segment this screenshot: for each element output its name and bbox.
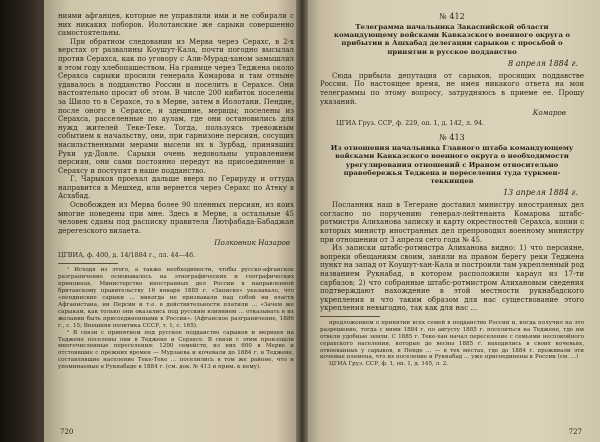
document-date: 8 апреля 1884 г. — [508, 58, 578, 68]
document-date: 13 апреля 1884 г. — [503, 188, 578, 198]
page-edges — [0, 0, 46, 442]
footnote: предложением о принятии всех семей в подданство России и, когда получил на это разрешение, тогда с ними 1884 г. по августу 1885 г. поселиться на Теджене, где им отвели удобные земли. С 1885 г. Теке-хан начал переселение с семьями неспокойного серахского населения, которые до весны 1885 г. находились в своих кочевьях, отвоеванных у сарыков, в Пенде ... — в тех местах, где до 1884 г. проживали эти кочевые племена, что их поселение и Рукнабад ... уже присоединены к России (см. ...) — [320, 319, 584, 361]
document-title: Из отношения начальника Главного штаба командующему войсками Кавказского военного округа о необходимости урегулирования отношений с Ираном относительно правобережья Теджена и переселения туда туркмен-теккинцев — [330, 144, 574, 185]
right-page — [302, 0, 600, 442]
footnote: ² В связи с принятием под русское подданство сарыков и мервцев на Теджене поселены они в Теджене и Серахсе. В связи с этим произошли многочисленные переселения: 1200 семейств, из них 600 в Мерве и отстоявшие с прежних времен — Мурзаева и кочевали до 1884 г. в Теджене, составлявшие население Теке-Теке ... поселились в том же районе, что и упоминаемые в Рукнабаде в 1884 г. (см. док. № 413 и прим. к нему). — [58, 329, 294, 371]
left-paragraph: При обратном следовании из Мерва через Серахс, в 2-х верстах от развалины Коушут-Кала, почти погодно высылал против Серахса, как по уговору с Али-Мурад-ханом замышлял в этом году хлебопашеством. На границе через Теджена около Серахса сарыки просили генерала Комарова и там отныне удавалось в подданство России и поселить в Серахсе. Они настоятельно просят об этом. В числе 200 кибиток поселены за Шило то в Серахсе, то в Мерве, затем в Иолотани. Пендие, после оного в Серахсе, и здешние, мервцы; поселены из Серахса, расселенные по аулам, где они остановились для нужд жителей Теке-Теке. Тогда, пользуясь тревожным событием к начальству, они, при гарнизоне персиян, сосущих насильственными мерами высели их в Зурбад, принявших Руки уд-Довле. Сарыки очень недовольны управлением персиян, они сами постоянно передут на присоединение к Серахсу и поступят в наше подданство. — [58, 37, 294, 175]
footnotes — [320, 320, 584, 368]
left-paragraph: Освобожден из Мерва более 90 пленных персиян, из коих многие поведены при мне. Здесь в Мерве, а остальные 45 человек сданы под расписку правителя Лютфабада-Бабаджан дерегезского вилаета. — [58, 201, 294, 235]
footnote: ¹ Исходя из этого, а также необходимости, чтобы русско-афганское разграничение основывалось на этнографических и географических принципах, Министерство иностранных дел России в направленной британскому правительству 16 января 1885 г. «Записке» указывало, что «пендинские сарыки ... никогда не признавали над собой ни власти Афганистана, ни Персии и т.е. в действительности платили ... «Зачем же сарыкам, как только они оказались под русским влиянием ... отказывать в их желании быть присоединенными к России». (Афганское разграничение, 1886 г., с. 15; Внешняя политика СССР, т. 1, с. 165). — [58, 267, 294, 329]
right-page-column — [320, 12, 584, 368]
footnotes — [58, 267, 294, 371]
document-number: № 412 — [439, 12, 465, 21]
document-text: Из записки штабс-ротмистра Алиханова видно: 1) что персияне, вопреки обещаниям своим, заняли на правом берегу реки Теджена пункт на запад от Коушут-хан-Кала и построили там укрепленный род названием Рукнабад, в котором расположили караул из 17-ти сарбазов; 2) что собранные штабс-ротмистром Алихановым сведения подтверждают нахождение в этой местности рукнабадского укрепления и что таким образом для нас существование этого укрепления невыгодно, так как для нас ... — [320, 244, 585, 313]
signature: Полковник Назаров — [214, 238, 290, 248]
document-text: Сюда прибыла депутация от сарыков, просящих поддавстве России. По настоящее время, не имея никакого ответа на мои телеграммы по этому вопросу, затрудняюсь в приеме ее. Прошу указаний. — [320, 71, 584, 106]
signature: Комаров — [532, 108, 566, 118]
left-paragraph: ниями афганцев, которые не управляли ими и не собирали с них никаких побоpов. Иолотанские же сарыки совершенно самостоятельны. — [58, 12, 294, 38]
document-text: Посланник наш в Тегеране доставил министру иностранных дел согласно по поручению генерал-лейтенанта Комарова штабс-ротмистра Алиханова записку и карту окрестностей Серахса, копии с которых министр иностранных дел препроводил военному министру при отношении от 3 апреля сего года № 45. — [320, 201, 584, 244]
footnote-rule — [58, 263, 118, 264]
document-title: Телеграмма начальника Закаспийской области командующему войсками Кавказского военного округа о прибытии в Ашхабад делегации сарыков с просьбой о принятии в русское подданство — [334, 23, 570, 56]
footnote: ЦГИА Груз. ССР, ф. 1, оп. 1, д. 145, л. 2. — [329, 361, 449, 368]
page-number: 720 — [60, 428, 74, 436]
page-number: 727 — [568, 428, 582, 436]
left-page-column — [58, 12, 294, 371]
left-paragraph: Г. Чарыков проехал дальше вверх по Герируду и оттуда направится в Мешхед, или вернется через Серахс по Атеку в Асхабад. — [58, 175, 294, 201]
footnote-rule — [320, 316, 380, 317]
archive-source: ЦГВИА, ф. 400, д. 14/1884 г., лл. 44—46. — [58, 251, 196, 260]
left-page — [44, 0, 302, 442]
archive-source: ЦГИА Груз. ССР, ф. 229, оп. 1, д. 142, л. 94. — [336, 119, 485, 128]
book-gutter — [296, 0, 308, 442]
document-number: № 413 — [439, 133, 465, 143]
